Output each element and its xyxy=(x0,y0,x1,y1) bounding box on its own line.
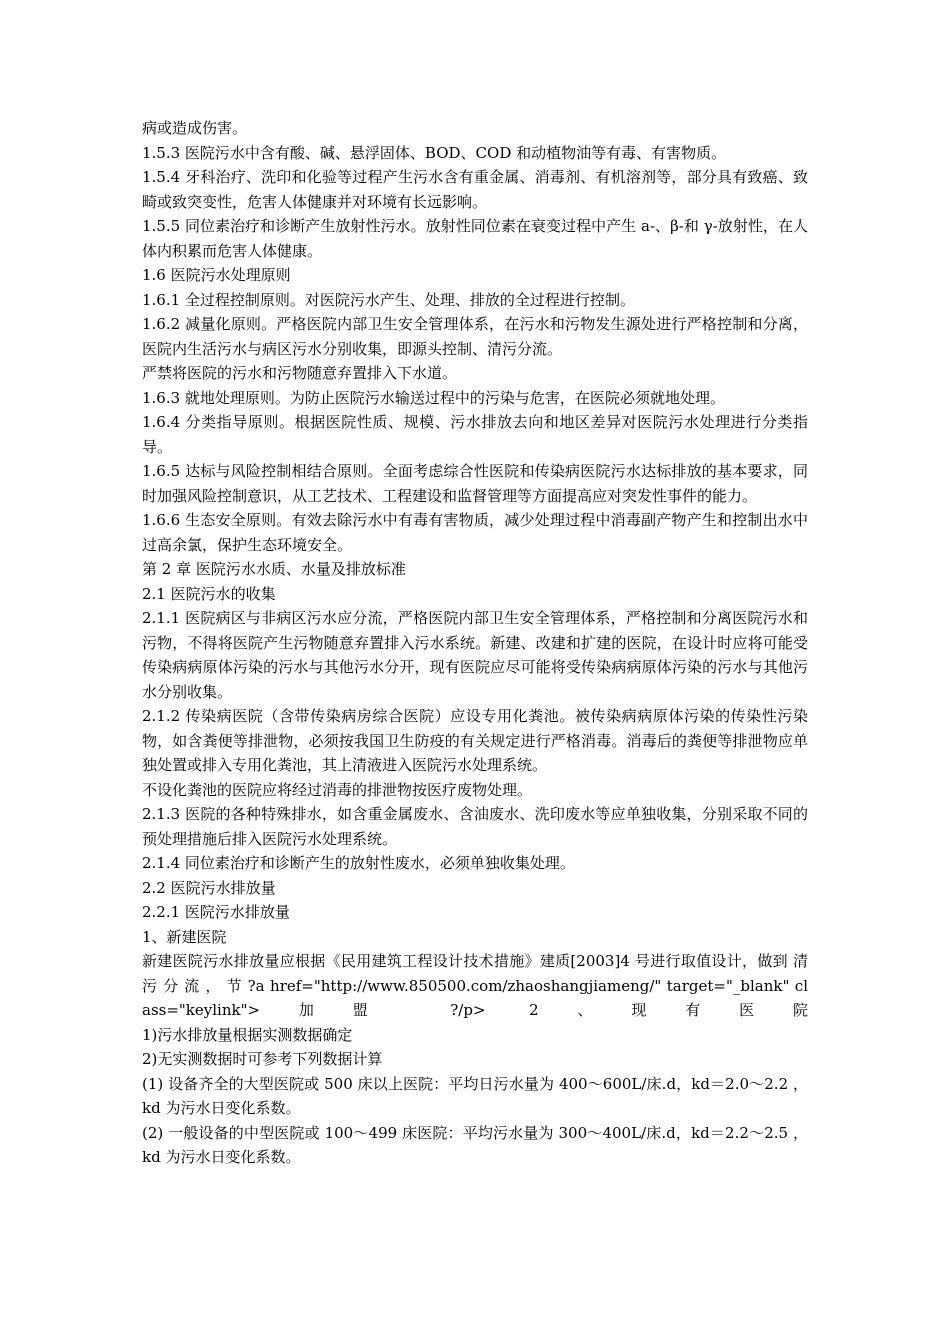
paragraph: 2.1.3 医院的各种特殊排水，如含重金属废水、含油废水、洗印废水等应单独收集，分别采取不同的预处理措施后排入医院污水处理系统。 xyxy=(142,805,808,848)
paragraph: 1.6.4 分类指导原则。根据医院性质、规模、污水排放去向和地区差异对医院污水处理进行分类指导。 xyxy=(142,413,808,456)
paragraph: 不设化粪池的医院应将经过消毒的排泄物按医疗废物处理。 xyxy=(142,780,533,799)
paragraph: 2.2 医院污水排放量 xyxy=(142,878,276,897)
paragraph: 2.1 医院污水的收集 xyxy=(142,584,276,603)
paragraph: (1) 设备齐全的大型医院或 500 床以上医院：平均日污水量为 400～600L/床.d，kd＝2.0～2.2 ，kd 为污水日变化系数。 xyxy=(142,1074,808,1117)
paragraph: 2.1.1 医院病区与非病区污水应分流，严格医院内部卫生安全管理体系，严格控制和分离医院污水和污物，不得将医院产生污物随意弃置排入污水系统。新建、改建和扩建的医院，在设计时应将可能受传染病病原体污染的污水与其他污水分开，现有医院应尽可能将受传染病病原体污染的污水与其他污水分别收集。 xyxy=(142,609,808,701)
paragraph: 1.6.6 生态安全原则。有效去除污水中有毒有害物质，减少处理过程中消毒副产物产生和控制出水中过高余氯，保护生态环境安全。 xyxy=(142,511,808,554)
paragraph: 1.5.3 医院污水中含有酸、碱、悬浮固体、BOD、COD 和动植物油等有毒、有害物质。 xyxy=(142,143,727,162)
paragraph: 1.6.3 就地处理原则。为防止医院污水输送过程中的污染与危害，在医院必须就地处理。 xyxy=(142,388,725,407)
document-body xyxy=(142,116,808,1170)
paragraph: 1.6.2 减量化原则。严格医院内部卫生安全管理体系，在污水和污物发生源处进行严格控制和分离，医院内生活污水与病区污水分别收集，即源头控制、清污分流。 xyxy=(142,315,808,358)
paragraph: 2.1.4 同位素治疗和诊断产生的放射性废水，必须单独收集处理。 xyxy=(142,854,575,872)
paragraph: 1.6.5 达标与风险控制相结合原则。全面考虑综合性医院和传染病医院污水达标排放的基本要求，同时加强风险控制意识，从工艺技术、工程建设和监督管理等方面提高应对突发性事件的能力。 xyxy=(142,462,808,505)
paragraph: 1.6.1 全过程控制原则。对医院污水产生、处理、排放的全过程进行控制。 xyxy=(142,290,635,309)
paragraph: 1、新建医院 xyxy=(142,927,227,946)
paragraph: 2)无实测数据时可参考下列数据计算 xyxy=(142,1050,383,1068)
paragraph: 1)污水排放量根据实测数据确定 xyxy=(142,1025,353,1044)
paragraph: 新建医院污水排放量应根据《民用建筑工程设计技术措施》建质[2003]4 号进行取值设计，做到 清 污 分 流 ， 节 ?a href="http://www.850500.com/zhaoshangjiameng/" target="_blank" class="keylink">加盟 ?/p> 2、现有医院 xyxy=(142,952,808,1019)
paragraph: 1.5.4 牙科治疗、洗印和化验等过程产生污水含有重金属、消毒剂、有机溶剂等，部分具有致癌、致畸或致突变性，危害人体健康并对环境有长远影响。 xyxy=(142,168,808,211)
paragraph: 2.1.2 传染病医院（含带传染病房综合医院）应设专用化粪池。被传染病病原体污染的传染性污染物，如含粪便等排泄物，必须按我国卫生防疫的有关规定进行严格消毒。消毒后的粪便等排泄物应单独处置或排入专用化粪池，其上清液进入医院污水处理系统。 xyxy=(142,707,808,774)
paragraph: 严禁将医院的污水和污物随意弃置排入下水道。 xyxy=(142,364,458,382)
paragraph: 1.5.5 同位素治疗和诊断产生放射性污水。放射性同位素在衰变过程中产生 a-、β-和 γ-放射性，在人体内积累而危害人体健康。 xyxy=(142,217,808,260)
paragraph: (2) 一般设备的中型医院或 100～499 床医院：平均污水量为 300～400L/床.d，kd＝2.2～2.5 ，kd 为污水日变化系数。 xyxy=(142,1123,808,1166)
paragraph: 病或造成伤害。 xyxy=(142,119,248,137)
paragraph: 2.2.1 医院污水排放量 xyxy=(142,903,290,921)
paragraph: 第 2 章 医院污水水质、水量及排放标准 xyxy=(142,560,406,578)
paragraph: 1.6 医院污水处理原则 xyxy=(142,266,291,284)
